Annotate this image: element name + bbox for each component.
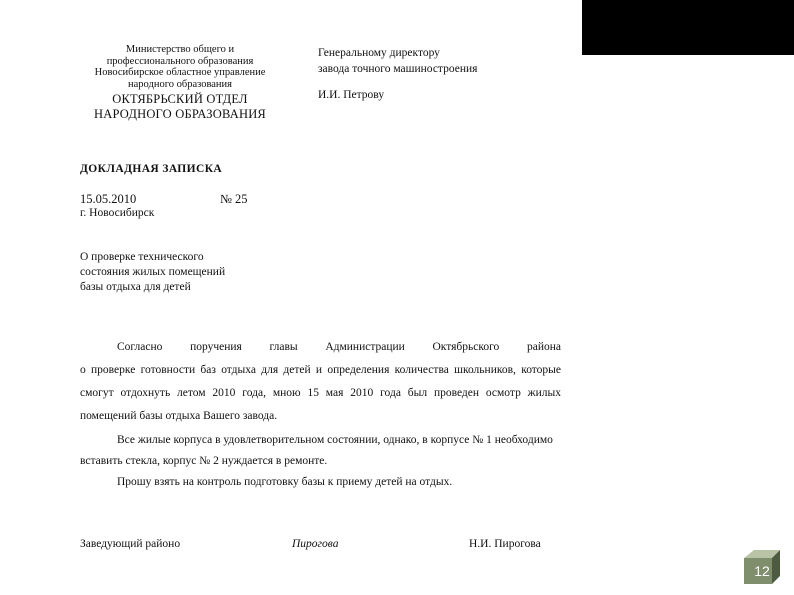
recipient-position-line1: Генеральному директору <box>318 47 440 59</box>
signature-title: Заведующий районо <box>80 538 181 550</box>
body-paragraph-1-rest: о проверке готовности баз отдыха для детей и определения количества школьников, которые смогут отдохнуть летом 2010 года, мною 15 мая 2010 года был проведен осмотр жилых помещений базы отдыха Вашего завода. <box>80 364 561 422</box>
sender-department-line2: народного образования <box>128 78 232 90</box>
sender-department-line1: Новосибирское областное управление <box>94 67 266 79</box>
subject-line1: О проверке технического <box>80 251 204 263</box>
subject-line2: состояния жилых помещений <box>80 266 226 278</box>
signature-name: Н.И. Пирогова <box>469 538 541 550</box>
recipient-block <box>318 45 477 103</box>
recipient-name: И.И. Петрову <box>318 89 385 101</box>
page-number-badge <box>742 548 782 586</box>
subject-line3: базы отдыха для детей <box>80 281 191 293</box>
corner-black-block <box>582 0 794 55</box>
page-number: 12 <box>754 563 770 579</box>
signature-row <box>80 538 561 554</box>
document-date: 15.05.2010 <box>80 192 137 206</box>
document-city: г. Новосибирск <box>80 207 155 219</box>
body-text <box>80 336 561 493</box>
body-paragraph-1-first-line: Согласно поручения главы Администрации Октябрьского района <box>117 341 561 353</box>
document-type: ДОКЛАДНАЯ ЗАПИСКА <box>80 163 223 175</box>
sender-block <box>62 44 298 122</box>
body-paragraph-1 <box>80 336 561 428</box>
sender-ministry-line1: Министерство общего и <box>125 44 235 55</box>
subject-block <box>80 250 280 295</box>
body-paragraph-3: Прошу взять на контроль подготовку базы к приему детей на отдых. <box>117 476 453 488</box>
sender-unit-line2: НАРОДНОГО ОБРАЗОВАНИЯ <box>94 107 266 122</box>
recipient-spacer <box>318 77 477 87</box>
sender-unit-line1: ОКТЯБРЬСКИЙ ОТДЕЛ <box>112 92 248 107</box>
recipient-position-line2: завода точного машиностроения <box>318 63 478 75</box>
signature-handwritten: Пирогова <box>292 538 339 550</box>
sender-ministry-line2: профессионального образования <box>106 55 254 67</box>
document-number: № 25 <box>220 192 248 206</box>
body-paragraph-2: Все жилые корпуса в удовлетворительном состоянии, однако, в корпусе № 1 необходимо вставить стекла, корпус № 2 нуждается в ремонте. <box>80 434 553 467</box>
